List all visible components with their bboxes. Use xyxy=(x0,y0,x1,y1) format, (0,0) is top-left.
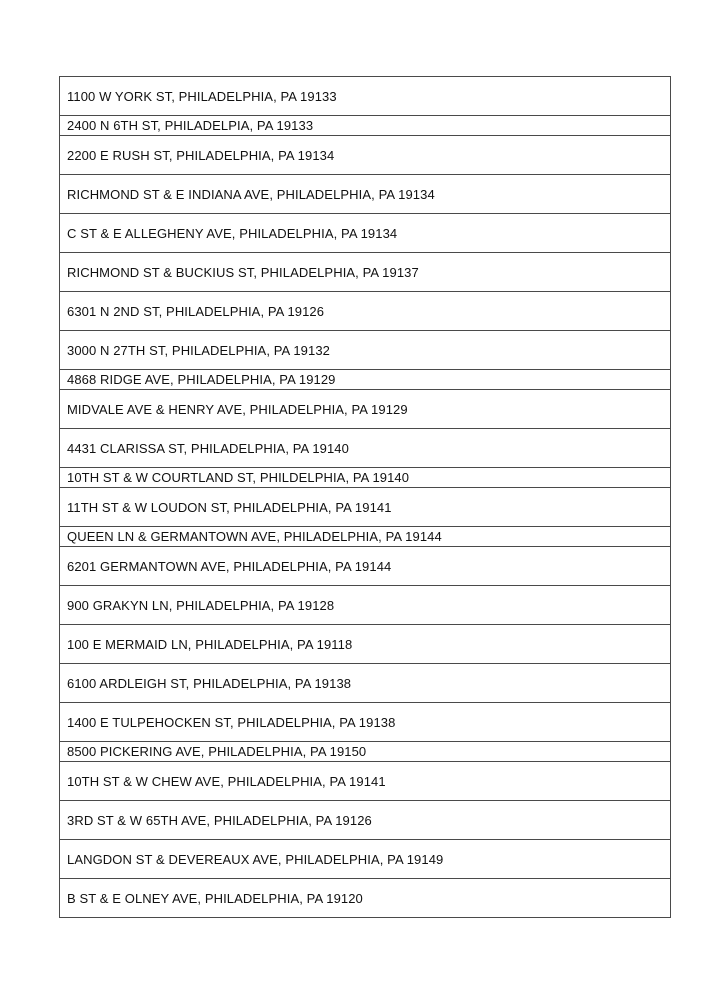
address-cell: 1100 W YORK ST, PHILADELPHIA, PA 19133 xyxy=(60,77,671,116)
address-cell: 2200 E RUSH ST, PHILADELPHIA, PA 19134 xyxy=(60,136,671,175)
table-row xyxy=(60,77,671,116)
table-row xyxy=(60,468,671,488)
address-cell: 3000 N 27TH ST, PHILADELPHIA, PA 19132 xyxy=(60,331,671,370)
table-row xyxy=(60,390,671,429)
address-cell: 10TH ST & W CHEW AVE, PHILADELPHIA, PA 19141 xyxy=(60,762,671,801)
table-row xyxy=(60,742,671,762)
address-cell: B ST & E OLNEY AVE, PHILADELPHIA, PA 19120 xyxy=(60,879,671,918)
address-cell: 8500 PICKERING AVE, PHILADELPHIA, PA 19150 xyxy=(60,742,671,762)
table-row xyxy=(60,429,671,468)
address-cell: 11TH ST & W LOUDON ST, PHILADELPHIA, PA 19141 xyxy=(60,488,671,527)
address-cell: MIDVALE AVE & HENRY AVE, PHILADELPHIA, PA 19129 xyxy=(60,390,671,429)
table-row xyxy=(60,664,671,703)
table-row xyxy=(60,370,671,390)
table-row xyxy=(60,116,671,136)
table-row xyxy=(60,840,671,879)
address-cell: C ST & E ALLEGHENY AVE, PHILADELPHIA, PA 19134 xyxy=(60,214,671,253)
address-cell: 900 GRAKYN LN, PHILADELPHIA, PA 19128 xyxy=(60,586,671,625)
address-cell: 100 E MERMAID LN, PHILADELPHIA, PA 19118 xyxy=(60,625,671,664)
table-row xyxy=(60,214,671,253)
address-cell: QUEEN LN & GERMANTOWN AVE, PHILADELPHIA, PA 19144 xyxy=(60,527,671,547)
table-row xyxy=(60,586,671,625)
address-cell: LANGDON ST & DEVEREAUX AVE, PHILADELPHIA, PA 19149 xyxy=(60,840,671,879)
table-row xyxy=(60,488,671,527)
table-row xyxy=(60,136,671,175)
address-table xyxy=(59,76,671,918)
table-row xyxy=(60,292,671,331)
table-row xyxy=(60,625,671,664)
table-row xyxy=(60,547,671,586)
address-cell: RICHMOND ST & E INDIANA AVE, PHILADELPHIA, PA 19134 xyxy=(60,175,671,214)
table-row xyxy=(60,527,671,547)
address-cell: 4431 CLARISSA ST, PHILADELPHIA, PA 19140 xyxy=(60,429,671,468)
table-row xyxy=(60,762,671,801)
table-row xyxy=(60,703,671,742)
table-row xyxy=(60,879,671,918)
address-cell: RICHMOND ST & BUCKIUS ST, PHILADELPHIA, PA 19137 xyxy=(60,253,671,292)
table-row xyxy=(60,253,671,292)
table-row xyxy=(60,175,671,214)
address-cell: 10TH ST & W COURTLAND ST, PHILDELPHIA, PA 19140 xyxy=(60,468,671,488)
address-cell: 3RD ST & W 65TH AVE, PHILADELPHIA, PA 19126 xyxy=(60,801,671,840)
address-cell: 4868 RIDGE AVE, PHILADELPHIA, PA 19129 xyxy=(60,370,671,390)
address-cell: 6301 N 2ND ST, PHILADELPHIA, PA 19126 xyxy=(60,292,671,331)
table-row xyxy=(60,801,671,840)
address-cell: 1400 E TULPEHOCKEN ST, PHILADELPHIA, PA 19138 xyxy=(60,703,671,742)
address-cell: 2400 N 6TH ST, PHILADELPIA, PA 19133 xyxy=(60,116,671,136)
address-cell: 6201 GERMANTOWN AVE, PHILADELPHIA, PA 19144 xyxy=(60,547,671,586)
address-cell: 6100 ARDLEIGH ST, PHILADELPHIA, PA 19138 xyxy=(60,664,671,703)
table-row xyxy=(60,331,671,370)
